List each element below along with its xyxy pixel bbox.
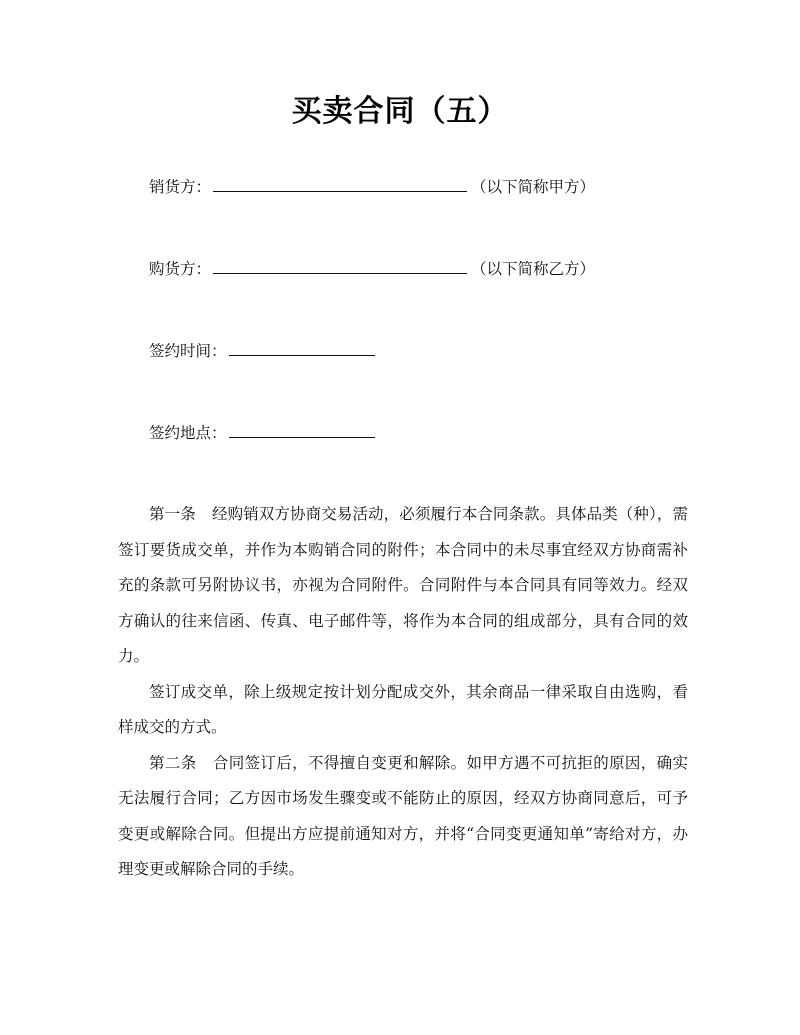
seller-note: （以下简称甲方） [471,178,596,196]
sign-place-blank-line[interactable] [229,421,375,438]
document-title: 买卖合同（五） [291,94,509,129]
clause-text: 合同签订后，不得擅自变更和解除。如甲方遇不可抗拒的原因，确实无法履行合同；乙方因市场发生骤变或不能防止的原因，经双方协商同意后，可予变更或解除合同。但提出方应提前通知对方，并将“合同变更通知单”寄给对方，办理变更或解除合同的手续。 [118,753,688,878]
sign-place-label: 签约地点： [149,424,227,442]
seller-field [149,175,595,198]
clause-text: 签订成交单，除上级规定按计划分配成交外，其余商品一律采取自由选购，看样成交的方式。 [118,682,688,736]
sign-time-field [149,339,377,362]
clause-paragraph [118,746,688,888]
clause-paragraph [118,675,688,746]
seller-blank-line[interactable] [213,175,467,192]
clause-text: 经购销双方协商交易活动，必须履行本合同条款。具体品类（种），需签订要货成交单，并作为本购销合同的附件；本合同中的未尽事宜经双方协商需补充的条款可另附协议书，亦视为合同附件。合同附件与本合同具有同等效力。经双方确认的往来信函、传真、电子邮件等，将作为本合同的组成部分，具有合同的效力。 [118,505,688,665]
buyer-label: 购货方： [149,260,212,278]
contract-body [118,497,688,888]
clause-heading: 第一条 [149,505,196,523]
sign-place-field [149,421,377,444]
buyer-field [149,257,595,280]
seller-label: 销货方： [149,178,212,196]
sign-time-blank-line[interactable] [229,339,375,356]
clause-heading: 第二条 [149,753,197,772]
sign-time-label: 签约时间： [149,342,227,360]
buyer-note: （以下简称乙方） [471,260,596,278]
buyer-blank-line[interactable] [213,257,467,274]
clause-paragraph [118,497,688,675]
